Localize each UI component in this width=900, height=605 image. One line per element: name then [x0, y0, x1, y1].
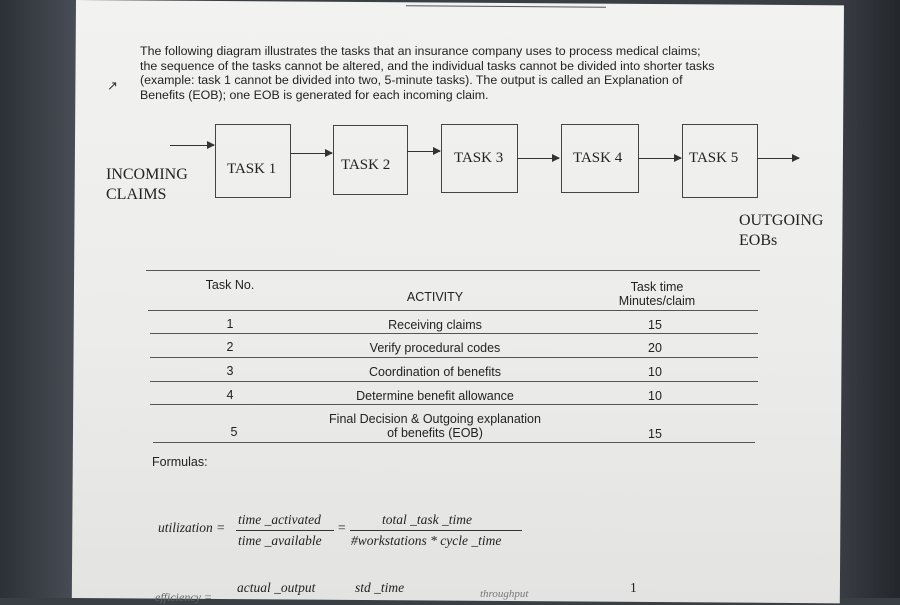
flow-arrow-3-4 — [517, 158, 559, 159]
formula-equals: = — [338, 520, 346, 535]
efficiency-numerator-1: actual _output — [237, 580, 316, 595]
row-5-task-no: 5 — [230, 425, 238, 439]
row-3-task-no: 3 — [226, 364, 234, 378]
outgoing-label-line2: EOBs — [739, 232, 778, 249]
row-4-rule — [150, 404, 758, 405]
utilization-denominator-1: time _available — [238, 533, 322, 548]
row-3-time: 10 — [648, 365, 662, 379]
task-label-5: TASK 5 — [689, 150, 739, 166]
row-5-activity — [305, 412, 565, 440]
row-2-task-no: 2 — [226, 340, 234, 354]
row-4-activity: Determine benefit allowance — [356, 389, 514, 403]
row-2-activity: Verify procedural codes — [369, 341, 501, 355]
flow-arrow-incoming — [170, 145, 214, 146]
row-1-task-no: 1 — [226, 317, 234, 331]
header-task-time — [605, 280, 709, 308]
header-time-line2: Minutes/claim — [618, 294, 696, 308]
header-activity: ACTIVITY — [406, 290, 464, 304]
row-2-time: 20 — [648, 341, 662, 355]
row-5-activity-line1: Final Decision & Outgoing explanation — [329, 412, 541, 426]
row-1-time: 15 — [648, 318, 662, 332]
desk-background-right — [838, 0, 900, 598]
row-3-rule — [150, 381, 758, 382]
formulas-label: Formulas: — [152, 455, 208, 469]
incoming-label-line1: INCOMING — [106, 166, 188, 183]
task-label-4: TASK 4 — [573, 150, 623, 166]
task-label-3: TASK 3 — [454, 150, 504, 166]
row-4-task-no: 4 — [226, 388, 234, 402]
desk-background-left — [0, 0, 80, 598]
header-time-line1: Task time — [630, 280, 684, 294]
flow-arrow-outgoing — [757, 158, 799, 159]
flow-arrow-2-3 — [407, 151, 440, 152]
outgoing-eobs-label — [739, 211, 823, 251]
cropped-heading-underline — [406, 2, 606, 7]
task-label-2: TASK 2 — [341, 157, 391, 173]
header-task-no: Task No. — [205, 278, 255, 292]
table-top-rule — [146, 270, 760, 271]
flow-arrow-4-5 — [638, 158, 681, 159]
utilization-denominator-2: #workstations * cycle _time — [351, 533, 502, 548]
row-4-time: 10 — [648, 389, 662, 403]
incoming-label-line2: CLAIMS — [106, 186, 167, 203]
task-label-1: TASK 1 — [227, 161, 277, 177]
row-5-time: 15 — [648, 427, 662, 441]
annotation-arrow-icon: ↗ — [107, 78, 118, 93]
row-2-rule — [150, 357, 758, 358]
row-3-activity: Coordination of benefits — [368, 365, 502, 379]
incoming-claims-label — [106, 165, 188, 205]
utilization-numerator-1: time _activated — [238, 512, 321, 527]
efficiency-numerator-2: std _time — [355, 580, 405, 595]
intro-paragraph: The following diagram illustrates the tasks that an insurance company uses to process medical claims; the sequence of the tasks cannot be altered, and the individual tasks cannot be divided into shorter tasks (example: task 1 cannot be divided into two, 5-minute tasks). The output is called an Explanation of Benefits (EOB); one EOB is generated for each incoming claim. — [140, 44, 715, 102]
outgoing-label-line1: OUTGOING — [739, 212, 824, 229]
row-1-rule — [150, 333, 758, 334]
flow-arrow-1-2 — [290, 153, 332, 154]
utilization-numerator-2: total _task _time — [382, 512, 472, 527]
row-1-activity: Receiving claims — [388, 318, 482, 332]
row-5-activity-line2: of benefits (EOB) — [387, 426, 483, 440]
efficiency-label: efficiency = — [155, 590, 213, 604]
fraction-bar-1 — [236, 530, 334, 531]
utilization-label: utilization = — [158, 520, 226, 535]
efficiency-numerator-4: 1 — [630, 580, 637, 595]
efficiency-numerator-3: throughput — [480, 588, 529, 600]
table-bottom-rule — [153, 442, 755, 443]
fraction-bar-2 — [350, 530, 522, 531]
header-rule — [148, 310, 758, 311]
